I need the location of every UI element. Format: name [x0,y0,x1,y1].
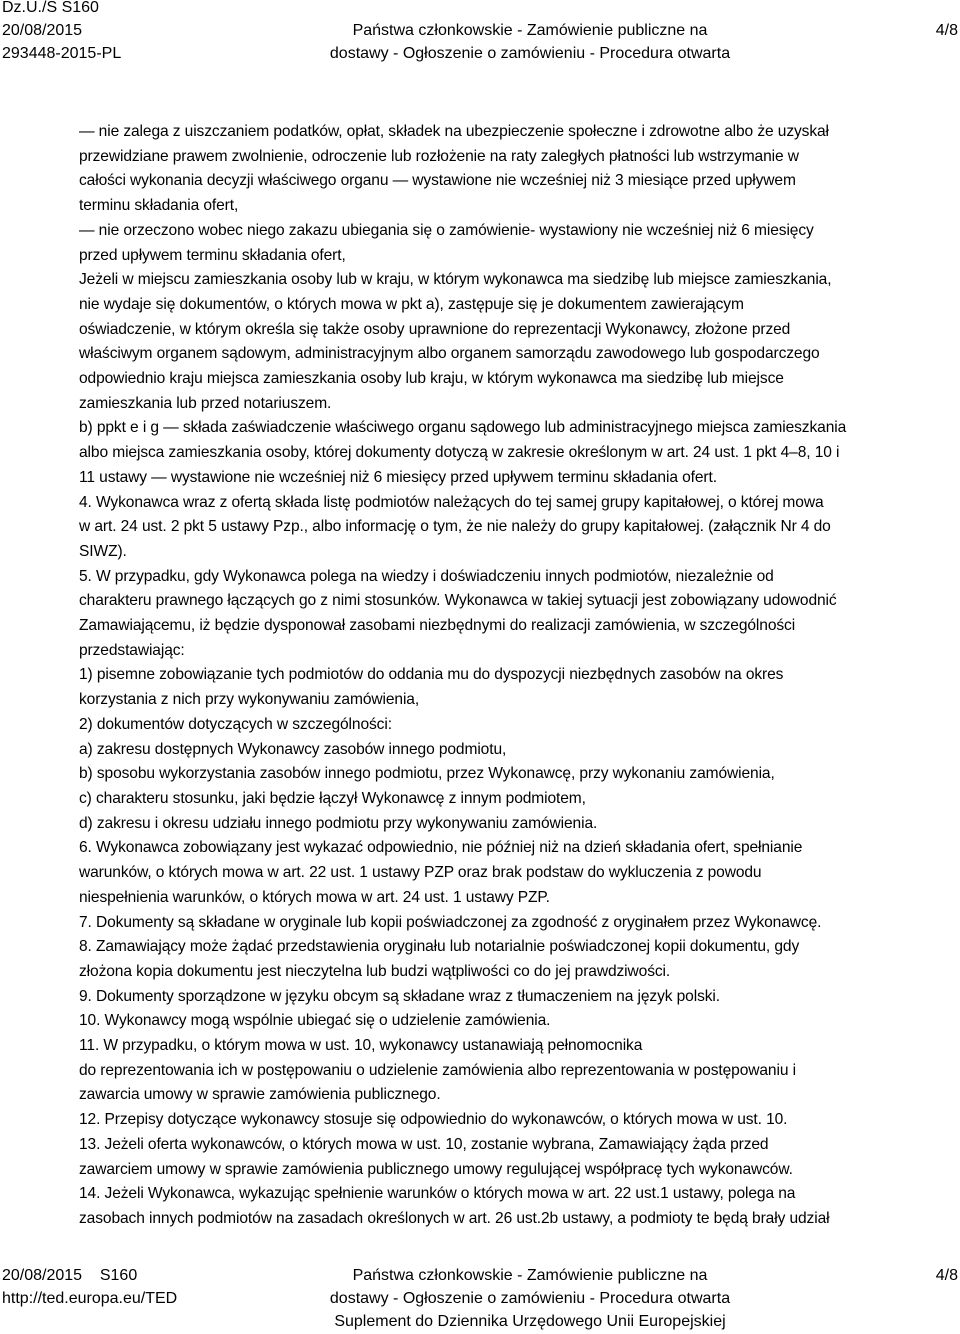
header-title-line-1: Państwa członkowskie - Zamówienie publiczne na [352,22,708,39]
header-notice-id: 293448-2015-PL [2,45,122,62]
body-text-line: właściwym organem sądowym, administracyjnym albo organem samorządu zawodowego lub gospodarczego [79,345,820,363]
body-text-line: zawarciem umowy w sprawie zamówienia publicznego umowy regulującej współpracę tych wykonawców. [79,1160,793,1178]
body-text-line: warunków, o których mowa w art. 22 ust. 1 ustawy PZP oraz brak podstaw do wykluczenia z powodu [79,864,762,882]
footer-title-line-2: dostawy - Ogłoszenie o zamówieniu - Procedura otwarta [329,1290,731,1307]
body-text-line: 10. Wykonawcy mogą wspólnie ubiegać się o udzielenie zamówienia. [79,1012,551,1030]
body-text-line: korzystania z nich przy wykonywaniu zamówienia, [79,691,420,709]
page-footer [0,1264,960,1334]
header-title-line-2: dostawy - Ogłoszenie o zamówieniu - Procedura otwarta [329,45,731,62]
body-text-line: terminu składania ofert, [79,197,239,215]
body-text-line: przewidziane prawem zwolnienie, odroczenie lub rozłożenie na raty zaległych płatności lub wstrzymanie w [79,147,799,165]
body-text-line: b) ppkt e i g — składa zaświadczenie właściwego organu sądowego lub administracyjnego miejsca zamieszkania [79,419,847,437]
body-text-line: Zamawiającemu, iż będzie dysponował zasobami niezbędnymi do realizacji zamówienia, w szczególności [79,617,796,635]
body-text-line: — nie zalega z uiszczaniem podatków, opłat, składek na ubezpieczenie społeczne i zdrowotne albo że uzyskał [79,123,829,140]
body-text-line: zamieszkania lub przed notariuszem. [79,394,332,412]
body-text-line: c) charakteru stosunku, jaki będzie łączył Wykonawcę z innym podmiotem, [79,789,586,807]
body-text-line: całości wykonania decyzji właściwego organu — wystawione nie wcześniej niż 3 miesiące przed upływem [79,172,796,190]
body-text-line: d) zakresu i okresu udziału innego podmiotu przy wykonywaniu zamówienia. [79,814,598,832]
header-page-number: 4/8 [935,22,958,39]
header-journal-ref: Dz.U./S S160 [2,0,99,16]
footer-url: http://ted.europa.eu/TED [2,1290,178,1307]
body-text-line: 12. Przepisy dotyczące wykonawcy stosuje się odpowiednio do wykonawców, o których mowa w ust. 10. [79,1111,788,1129]
body-text-line: niespełnienia warunków, o których mowa w art. 24 ust. 1 ustawy PZP. [79,888,550,906]
body-text-line: 6. Wykonawca zobowiązany jest wykazać odpowiednio, nie później niż na dzień składania ofert, spełnianie [79,839,803,857]
body-text-line: złożona kopia dokumentu jest nieczytelna lub budzi wątpliwości co do jej prawdziwości. [79,962,671,980]
body-text-line: nie wydaje się dokumentów, o których mowa w pkt a), zastępuje się je dokumentem zawierającym [79,295,744,313]
body-text-line: odpowiednio kraju miejsca zamieszkania osoby lub kraju, w którym wykonawca ma siedzibę lub miejsce [79,370,784,388]
footer-title [270,1264,790,1333]
footer-publication-info [2,1264,177,1310]
body-text-line: b) sposobu wykorzystania zasobów innego podmiotu, przez Wykonawcę, przy wykonaniu zamówienia, [79,765,775,783]
body-text-line: 11 ustawy — wystawione nie wcześniej niż 6 miesięcy przed upływem terminu składania ofert. [79,468,717,486]
body-text-line: zawarcia umowy w sprawie zamówienia publicznego. [79,1086,441,1104]
body-text-line: 8. Zamawiający może żądać przedstawienia oryginału lub notarialnie poświadczonej kopii dokumentu, gdy [79,938,800,956]
body-text-line: oświadczenie, w którym określa się także osoby uprawnione do reprezentacji Wykonawcy, złożone przed [79,320,791,338]
body-text-line: zasobach innych podmiotów na zasadach określonych w art. 26 ust.2b ustawy, a podmioty te będą brały udział [79,1209,830,1227]
body-text-line: w art. 24 ust. 2 pkt 5 ustawy Pzp., albo informację o tym, że nie należy do grupy kapitałowej. (załącznik Nr 4 do [79,518,831,536]
footer-title-line-1: Państwa członkowskie - Zamówienie publiczne na [352,1267,708,1284]
body-text-line: 11. W przypadku, o którym mowa w ust. 10, wykonawcy ustanawiają pełnomocnika [79,1037,643,1055]
body-text-line: przed upływem terminu składania ofert, [79,246,346,264]
body-text-line: SIWZ). [79,542,127,560]
page-header [0,0,960,68]
document-body [79,120,959,1232]
body-text-line: 2) dokumentów dotyczących w szczególności: [79,715,392,733]
body-text-line: a) zakresu dostępnych Wykonawcy zasobów innego podmiotu, [79,740,507,758]
body-text-line: 14. Jeżeli Wykonawca, wykazując spełnienie warunków o których mowa w art. 22 ust.1 ustawy, polega na [79,1185,796,1203]
body-text-line: albo miejsca zamieszkania osoby, której dokumenty dotyczą w zakresie określonym w art. 24 ust. 1 pkt 4–8, 10 i [79,444,840,462]
header-title [270,19,790,65]
body-text-line: 7. Dokumenty są składane w oryginale lub kopii poświadczonej za zgodność z oryginałem przez Wykonawcę. [79,913,822,931]
body-text-line: 5. W przypadku, gdy Wykonawca polega na wiedzy i doświadczeniu innych podmiotów, niezależnie od [79,567,774,585]
body-text-line: — nie orzeczono wobec niego zakazu ubiegania się o zamówienie- wystawiony nie wcześniej niż 6 miesięcy [79,221,814,239]
body-text-line: 4. Wykonawca wraz z ofertą składa listę podmiotów należących do tej samej grupy kapitałowej, o której mowa [79,493,824,511]
body-text-line: Jeżeli w miejscu zamieszkania osoby lub w kraju, w którym wykonawca ma siedzibę lub miejsce zamieszkania, [79,271,832,289]
body-text-line: 13. Jeżeli oferta wykonawców, o których mowa w ust. 10, zostanie wybrana, Zamawiający żąda przed [79,1135,769,1153]
body-text-line: 9. Dokumenty sporządzone w języku obcym są składane wraz z tłumaczeniem na język polski. [79,987,720,1005]
footer-supplement: Suplement do Dziennika Urzędowego Unii Europejskiej [334,1313,726,1330]
body-text-line: przedstawiając: [79,641,185,659]
body-text-line: 1) pisemne zobowiązanie tych podmiotów do oddania mu do dyspozycji niezbędnych zasobów na okres [79,666,784,684]
footer-date-issue: 20/08/2015 S160 [2,1267,138,1284]
header-date: 20/08/2015 [2,22,83,39]
header-publication-info [2,0,121,65]
footer-page-number: 4/8 [935,1267,958,1284]
body-text-line: charakteru prawnego łączących go z nimi stosunków. Wykonawca w takiej sytuacji jest zobowiązany udowodnić [79,592,837,610]
body-text-line: do reprezentowania ich w postępowaniu o udzielenie zamówienia albo reprezentowania w postępowaniu i [79,1061,796,1079]
